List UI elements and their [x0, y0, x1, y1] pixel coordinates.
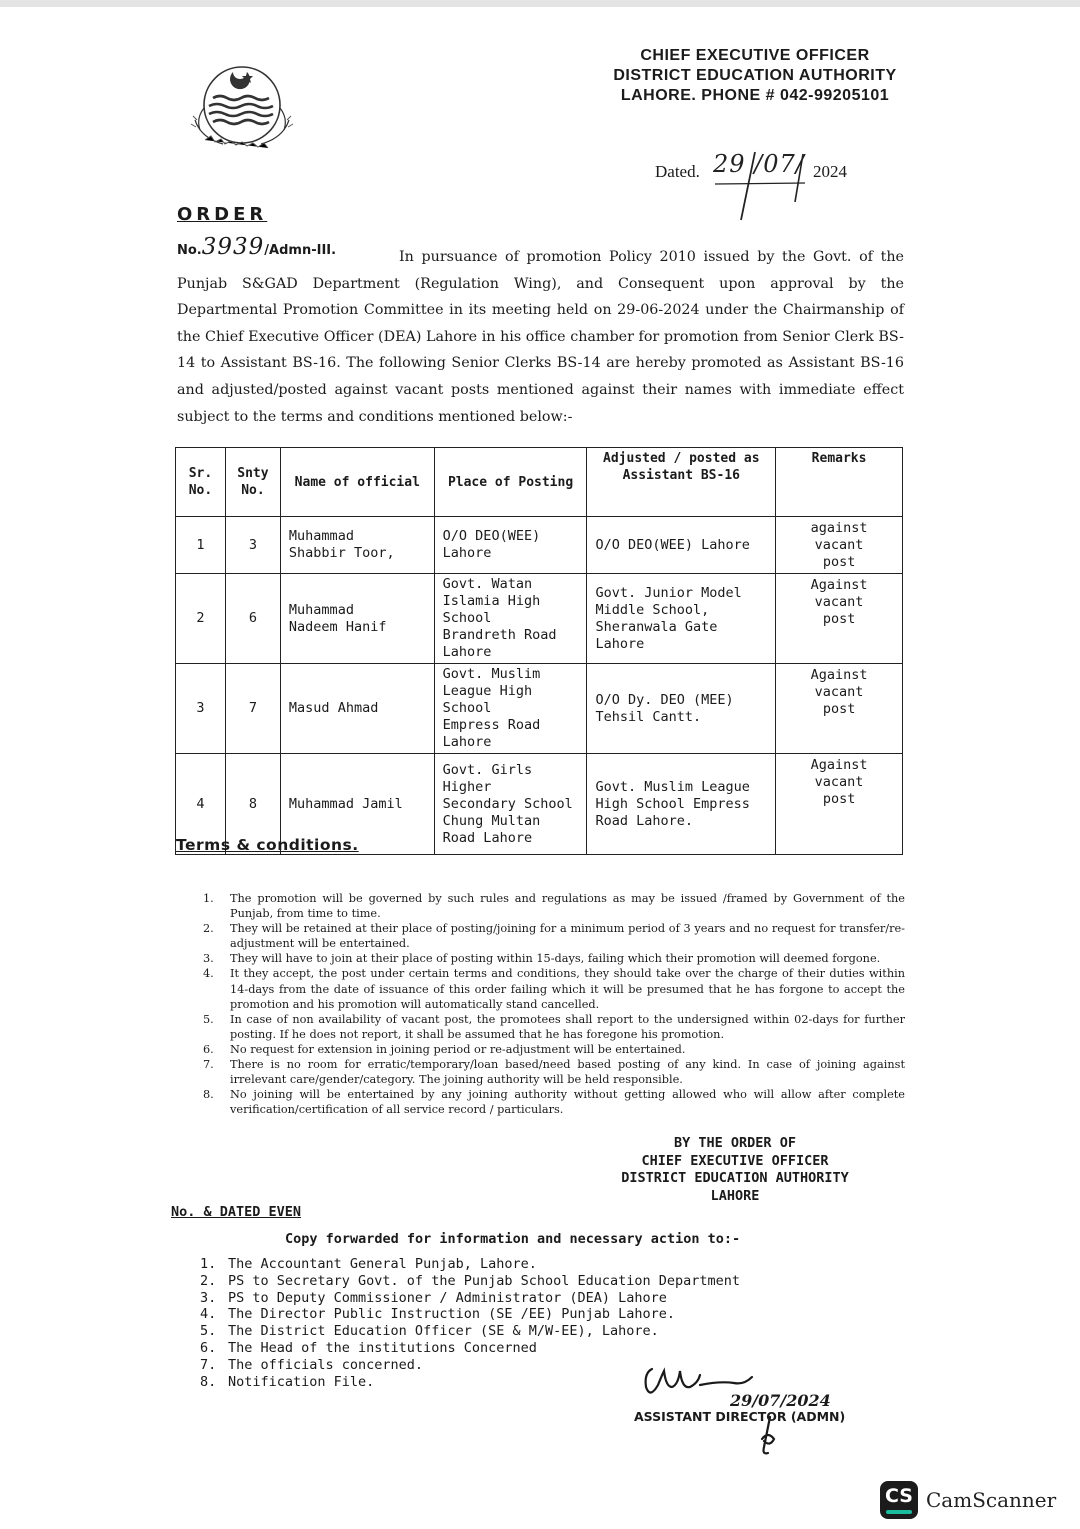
list-item — [200, 1042, 905, 1057]
cell-sr: 1 — [176, 517, 226, 574]
term-text: There is no room for erratic/temporary/loan based/need based posting of any kind. In case of joining against irrelevant care/gender/category. The joining authority will be held responsible. — [230, 1058, 905, 1087]
list-item — [200, 1290, 740, 1307]
term-text: The promotion will be governed by such rules and regulations as may be issued /framed by Government of the Punjab, from time to time. — [230, 892, 905, 921]
term-number: 3. — [203, 952, 214, 966]
punjab-government-logo — [185, 58, 300, 158]
recipient-number: 3. — [200, 1289, 217, 1306]
camscanner-watermark — [880, 1480, 1056, 1520]
signature-date: 29/07/2024 — [730, 1391, 831, 1410]
recipient-text: The officials concerned. — [228, 1356, 424, 1373]
col-place-of-posting: Place of Posting — [434, 448, 587, 517]
by-order-line: LAHORE — [710, 1187, 760, 1204]
recipient-number: 6. — [200, 1339, 217, 1356]
dated-even-heading: No. & DATED EVEN — [171, 1204, 302, 1220]
col-sr-no: Sr. No. — [176, 448, 226, 517]
handwritten-order-number: 3939 — [201, 234, 265, 260]
list-item — [200, 1087, 905, 1117]
camscanner-badge-text: CS — [885, 1485, 913, 1507]
recipient-text: PS to Deputy Commissioner / Administrator (DEA) Lahore — [228, 1289, 667, 1306]
recipient-number: 4. — [200, 1306, 217, 1323]
recipient-text: The Accountant General Punjab, Lahore. — [228, 1256, 537, 1272]
letterhead-line: CHIEF EXECUTIVE OFFICER — [640, 47, 870, 64]
term-number: 6. — [203, 1042, 214, 1056]
cell-snty: 7 — [225, 664, 280, 754]
cell-place: O/O DEO(WEE) Lahore — [434, 517, 587, 574]
cell-remarks: against vacant post — [776, 517, 903, 574]
list-item — [200, 891, 905, 921]
cell-place: Govt. Watan Islamia High School Brandreth Road Lahore — [434, 574, 587, 664]
col-remarks: Remarks — [776, 448, 903, 517]
col-name-of-official: Name of official — [280, 448, 434, 517]
recipient-text: PS to Secretary Govt. of the Punjab School Education Department — [228, 1272, 741, 1289]
office-letterhead — [560, 46, 950, 106]
list-item — [200, 1057, 905, 1087]
list-item — [200, 1323, 740, 1340]
list-item — [200, 1256, 740, 1273]
promotion-table — [175, 447, 903, 855]
term-text: In case of non availability of vacant post, the promotees shall report to the undersigned within 02-days for further posting. If he does not report, it shall be assumed that he has foregone his promotion. — [230, 1012, 905, 1041]
cell-place: Govt. Muslim League High School Empress Road Lahore — [434, 664, 587, 754]
order-heading: ORDER — [177, 204, 268, 225]
order-paragraph: In pursuance of promotion Policy 2010 issued by the Govt. of the Punjab S&GAD Department (Regulation Wing), and Consequent upon approval by the Departmental Promotion Committee in its meeting held on 29-06-2024 under the Chairmanship of the Chief Executive Officer (DEA) Lahore in his office chamber for promotion from Senior Clerk BS-14 to Assistant BS-16. The following Senior Clerks BS-14 are hereby promoted as Assistant BS-16 and adjusted/posted against vacant posts mentioned against their names with immediate effect subject to the terms and conditions mentioned below:- — [177, 249, 904, 425]
term-text: They will have to join at their place of posting within 15-days, failing which their promotion will deemed forgone. — [230, 952, 881, 966]
list-item — [200, 951, 905, 966]
by-order-line: DISTRICT EDUCATION AUTHORITY — [621, 1170, 849, 1186]
list-item — [200, 1306, 740, 1323]
camscanner-logo-icon — [880, 1481, 918, 1519]
by-order-block — [580, 1135, 890, 1205]
term-number: 1. — [203, 892, 214, 905]
handwritten-date: 29 /07/ — [713, 150, 805, 178]
term-text: No joining will be entertained by any joining authority without getting allowed who will allow after complete verification/certification of all service record / particulars. — [230, 1088, 905, 1117]
copy-forwarded-heading: Copy forwarded for information and necessary action to:- — [285, 1231, 741, 1247]
recipient-text: The Head of the institutions Concerned — [228, 1339, 537, 1356]
cell-posted: Govt. Muslim League High School Empress Road Lahore. — [587, 754, 776, 855]
order-number-suffix: /Admn-III. — [264, 243, 337, 258]
officer-signature — [630, 1355, 890, 1465]
by-order-line: BY THE ORDER OF — [674, 1135, 796, 1151]
table-row — [176, 664, 903, 754]
cell-remarks: Against vacant post — [776, 664, 903, 754]
date-slash-strokes — [655, 150, 875, 230]
date-year: 2024 — [813, 162, 847, 181]
list-item — [200, 1273, 740, 1290]
cell-snty: 8 — [225, 754, 280, 855]
cell-remarks: Against vacant post — [776, 754, 903, 855]
table-row — [176, 517, 903, 574]
cell-sr: 2 — [176, 574, 226, 664]
table-header-row — [176, 448, 903, 517]
recipient-text: Notification File. — [228, 1373, 375, 1390]
terms-list — [200, 891, 905, 1117]
cell-name: Muhammad Nadeem Hanif — [280, 574, 434, 664]
table-row — [176, 574, 903, 664]
signatory-designation: ASSISTANT DIRECTOR (ADMN) — [634, 1409, 846, 1424]
list-item — [200, 1012, 905, 1042]
cell-posted: Govt. Junior Model Middle School, Sheranwala Gate Lahore — [587, 574, 776, 664]
recipient-text: The Director Public Instruction (SE /EE) Punjab Lahore. — [228, 1306, 676, 1323]
recipient-number: 8. — [200, 1373, 217, 1390]
term-text: They will be retained at their place of posting/joining for a minimum period of 3 years and no request for transfer/re-adjustment will be entertained. — [230, 922, 905, 951]
cell-sr: 4 — [176, 754, 226, 855]
order-number-prefix: No. — [177, 243, 202, 258]
scan-top-border — [0, 0, 1080, 7]
term-text: No request for extension in joining period or re-adjustment will be entertained. — [230, 1042, 686, 1056]
letterhead-line: DISTRICT EDUCATION AUTHORITY — [613, 67, 897, 84]
cell-snty: 3 — [225, 517, 280, 574]
list-item — [200, 921, 905, 951]
col-snty-no: Snty No. — [225, 448, 280, 517]
cell-snty: 6 — [225, 574, 280, 664]
cell-name: Masud Ahmad — [280, 664, 434, 754]
order-date — [655, 150, 875, 230]
recipient-text: The District Education Officer (SE & M/W-EE), Lahore. — [228, 1323, 659, 1340]
camscanner-label: CamScanner — [926, 1488, 1057, 1512]
recipient-number: 1. — [200, 1256, 217, 1272]
term-number: 4. — [203, 967, 214, 981]
col-adjusted-posted: Adjusted / posted as Assistant BS-16 — [587, 448, 776, 517]
term-number: 7. — [203, 1058, 214, 1072]
list-item — [200, 966, 905, 1011]
cell-posted: O/O DEO(WEE) Lahore — [587, 517, 776, 574]
recipient-number: 5. — [200, 1323, 217, 1340]
term-number: 5. — [203, 1012, 214, 1026]
dated-label: Dated. — [655, 162, 700, 181]
recipient-number: 2. — [200, 1272, 217, 1289]
term-number: 2. — [203, 922, 214, 936]
cell-sr: 3 — [176, 664, 226, 754]
cell-name: Muhammad Shabbir Toor, — [280, 517, 434, 574]
cell-posted: O/O Dy. DEO (MEE) Tehsil Cantt. — [587, 664, 776, 754]
cell-place: Govt. Girls Higher Secondary School Chung Multan Road Lahore — [434, 754, 587, 855]
letterhead-line: LAHORE. PHONE # 042-99205101 — [620, 87, 890, 104]
terms-heading: Terms & conditions. — [176, 836, 359, 854]
cell-name: Muhammad Jamil — [280, 754, 434, 855]
term-number: 8. — [203, 1088, 214, 1102]
recipient-number: 7. — [200, 1356, 217, 1373]
cell-remarks: Against vacant post — [776, 574, 903, 664]
by-order-line: CHIEF EXECUTIVE OFFICER — [641, 1152, 829, 1169]
term-text: It they accept, the post under certain terms and conditions, they should take over the charge of their duties within 14-days from the date of issuance of this order failing which it will be presumed that he has forgone to accept the promotion and his promotion will automatically stand cancelled. — [230, 967, 905, 1011]
